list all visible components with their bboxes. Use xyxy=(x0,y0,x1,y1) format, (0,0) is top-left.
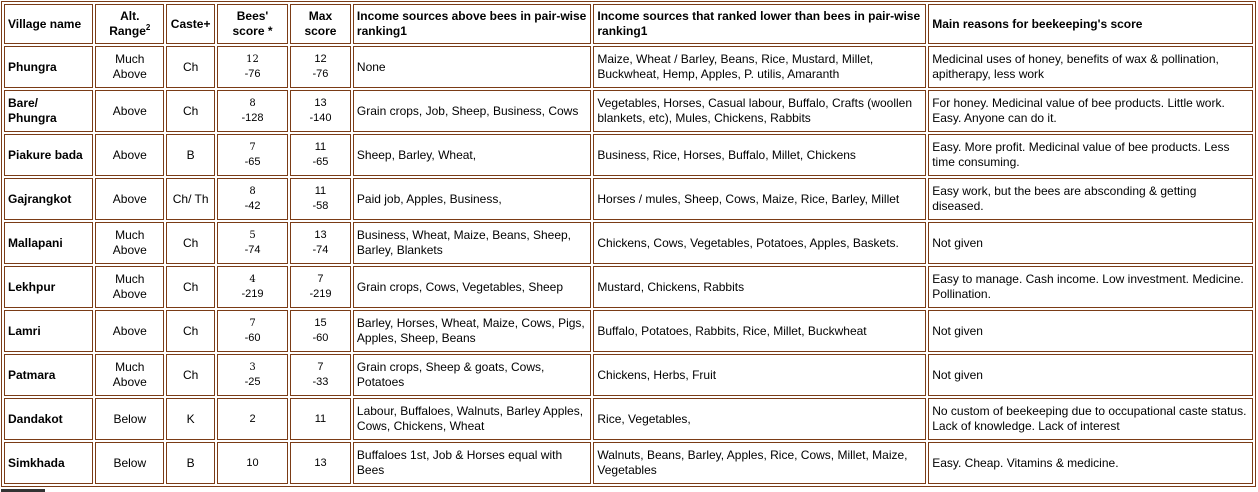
cell-caste: Ch xyxy=(166,310,215,352)
header-village: Village name xyxy=(4,4,93,44)
header-income-lower: Income sources that ranked lower than bees in pair-wise ranking1 xyxy=(593,4,926,44)
cell-income-above: Buffaloes 1st, Job & Horses equal with Bees xyxy=(353,442,591,484)
cell-reasons: Easy. Cheap. Vitamins & medicine. xyxy=(928,442,1253,484)
table-row xyxy=(4,310,1253,352)
cell-bees-score: 7 -65 xyxy=(217,134,288,176)
table-row xyxy=(4,134,1253,176)
cell-max-score: 11 -65 xyxy=(290,134,351,176)
cell-caste: Ch xyxy=(166,222,215,264)
cell-village: Lamri xyxy=(4,310,93,352)
header-row xyxy=(4,4,1253,44)
cell-max-score: 13 -140 xyxy=(290,90,351,132)
cell-alt-range: Above xyxy=(95,310,164,352)
cell-reasons: Easy. More profit. Medicinal value of bee products. Less time consuming. xyxy=(928,134,1253,176)
table-row xyxy=(4,222,1253,264)
header-max-score: Max score xyxy=(290,4,351,44)
cell-village: Lekhpur xyxy=(4,266,93,308)
cell-caste: Ch xyxy=(166,266,215,308)
cell-income-above: Barley, Horses, Wheat, Maize, Cows, Pigs, Apples, Sheep, Beans xyxy=(353,310,591,352)
cell-bees-score: 8 -128 xyxy=(217,90,288,132)
cell-income-above: None xyxy=(353,46,591,88)
cell-max-score: 11 xyxy=(290,398,351,440)
cell-bees-score: 8 -42 xyxy=(217,178,288,220)
cell-reasons: Medicinal uses of honey, benefits of wax & pollination, apitherapy, less work xyxy=(928,46,1253,88)
table-row xyxy=(4,442,1253,484)
cell-income-above: Grain crops, Job, Sheep, Business, Cows xyxy=(353,90,591,132)
cell-income-lower: Buffalo, Potatoes, Rabbits, Rice, Millet, Buckwheat xyxy=(593,310,926,352)
cell-income-lower: Chickens, Cows, Vegetables, Potatoes, Apples, Baskets. xyxy=(593,222,926,264)
cell-reasons: No custom of beekeeping due to occupational caste status. Lack of knowledge. Lack of interest xyxy=(928,398,1253,440)
header-income-above: Income sources above bees in pair-wise ranking1 xyxy=(353,4,591,44)
cell-reasons: For honey. Medicinal value of bee products. Little work. Easy. Anyone can do it. xyxy=(928,90,1253,132)
cell-alt-range: Below xyxy=(95,442,164,484)
cell-alt-range: Much Above xyxy=(95,354,164,396)
cell-max-score: 11 -58 xyxy=(290,178,351,220)
table-row xyxy=(4,178,1253,220)
cell-alt-range: Above xyxy=(95,178,164,220)
cell-income-lower: Vegetables, Horses, Casual labour, Buffalo, Crafts (woollen blankets, etc), Mules, Chickens, Rabbits xyxy=(593,90,926,132)
cell-alt-range: Much Above xyxy=(95,266,164,308)
cell-max-score: 13 -74 xyxy=(290,222,351,264)
cell-bees-score: 10 xyxy=(217,442,288,484)
cell-village: Patmara xyxy=(4,354,93,396)
header-alt-sup: 2 xyxy=(145,23,151,32)
cell-alt-range: Above xyxy=(95,134,164,176)
header-reasons: Main reasons for beekeeping's score xyxy=(928,4,1253,44)
cell-village: Mallapani xyxy=(4,222,93,264)
cell-alt-range: Much Above xyxy=(95,222,164,264)
cell-bees-score: 2 xyxy=(217,398,288,440)
cell-income-lower: Business, Rice, Horses, Buffalo, Millet, Chickens xyxy=(593,134,926,176)
cell-income-above: Sheep, Barley, Wheat, xyxy=(353,134,591,176)
cell-reasons: Easy work, but the bees are absconding & getting diseased. xyxy=(928,178,1253,220)
cell-caste: K xyxy=(166,398,215,440)
cell-alt-range: Above xyxy=(95,90,164,132)
cell-caste: Ch/ Th xyxy=(166,178,215,220)
header-alt-range: Alt. Range$^2$ xyxy=(95,4,164,44)
cell-village: Dandakot xyxy=(4,398,93,440)
header-caste: Caste+ xyxy=(166,4,215,44)
cell-village: Bare/ Phungra xyxy=(4,90,93,132)
cell-reasons: Not given xyxy=(928,310,1253,352)
header-bees-score: Bees' score * xyxy=(217,4,288,44)
cell-caste: B xyxy=(166,134,215,176)
cell-bees-score: 3 -25 xyxy=(217,354,288,396)
cell-caste: Ch xyxy=(166,46,215,88)
cell-income-above: Grain crops, Sheep & goats, Cows, Potatoes xyxy=(353,354,591,396)
cell-village: Simkhada xyxy=(4,442,93,484)
cell-income-lower: Horses / mules, Sheep, Cows, Maize, Rice, Barley, Millet xyxy=(593,178,926,220)
cell-income-lower: Maize, Wheat / Barley, Beans, Rice, Mustard, Millet, Buckwheat, Hemp, Apples, P. utilis, Amaranth xyxy=(593,46,926,88)
beekeeping-ranking-table xyxy=(1,1,1256,487)
table-row xyxy=(4,398,1253,440)
cell-bees-score: 5 -74 xyxy=(217,222,288,264)
cell-max-score: 15 -60 xyxy=(290,310,351,352)
cell-reasons: Easy to manage. Cash income. Low investment. Medicine. Pollination. xyxy=(928,266,1253,308)
table-body xyxy=(4,46,1253,484)
cell-income-above: Business, Wheat, Maize, Beans, Sheep, Barley, Blankets xyxy=(353,222,591,264)
cell-income-lower: Rice, Vegetables, xyxy=(593,398,926,440)
cell-max-score: 7 -219 xyxy=(290,266,351,308)
table-row xyxy=(4,46,1253,88)
cell-reasons: Not given xyxy=(928,222,1253,264)
cell-income-lower: Mustard, Chickens, Rabbits xyxy=(593,266,926,308)
cell-reasons: Not given xyxy=(928,354,1253,396)
cell-income-lower: Walnuts, Beans, Barley, Apples, Rice, Cows, Millet, Maize, Vegetables xyxy=(593,442,926,484)
cell-max-score: 13 xyxy=(290,442,351,484)
cell-village: Gajrangkot xyxy=(4,178,93,220)
cell-village: Piakure bada xyxy=(4,134,93,176)
cell-income-above: Paid job, Apples, Business, xyxy=(353,178,591,220)
table-row xyxy=(4,266,1253,308)
cell-income-lower: Chickens, Herbs, Fruit xyxy=(593,354,926,396)
cell-income-above: Labour, Buffaloes, Walnuts, Barley Apples, Cows, Chickens, Wheat xyxy=(353,398,591,440)
cell-bees-score: 12 -76 xyxy=(217,46,288,88)
cell-income-above: Grain crops, Cows, Vegetables, Sheep xyxy=(353,266,591,308)
cell-caste: Ch xyxy=(166,90,215,132)
cell-caste: B xyxy=(166,442,215,484)
cell-alt-range: Below xyxy=(95,398,164,440)
cell-caste: Ch xyxy=(166,354,215,396)
cell-bees-score: 7 -60 xyxy=(217,310,288,352)
cell-alt-range: Much Above xyxy=(95,46,164,88)
cell-max-score: 12 -76 xyxy=(290,46,351,88)
cell-village: Phungra xyxy=(4,46,93,88)
table-row xyxy=(4,90,1253,132)
cell-max-score: 7 -33 xyxy=(290,354,351,396)
cell-bees-score: 4 -219 xyxy=(217,266,288,308)
table-row xyxy=(4,354,1253,396)
